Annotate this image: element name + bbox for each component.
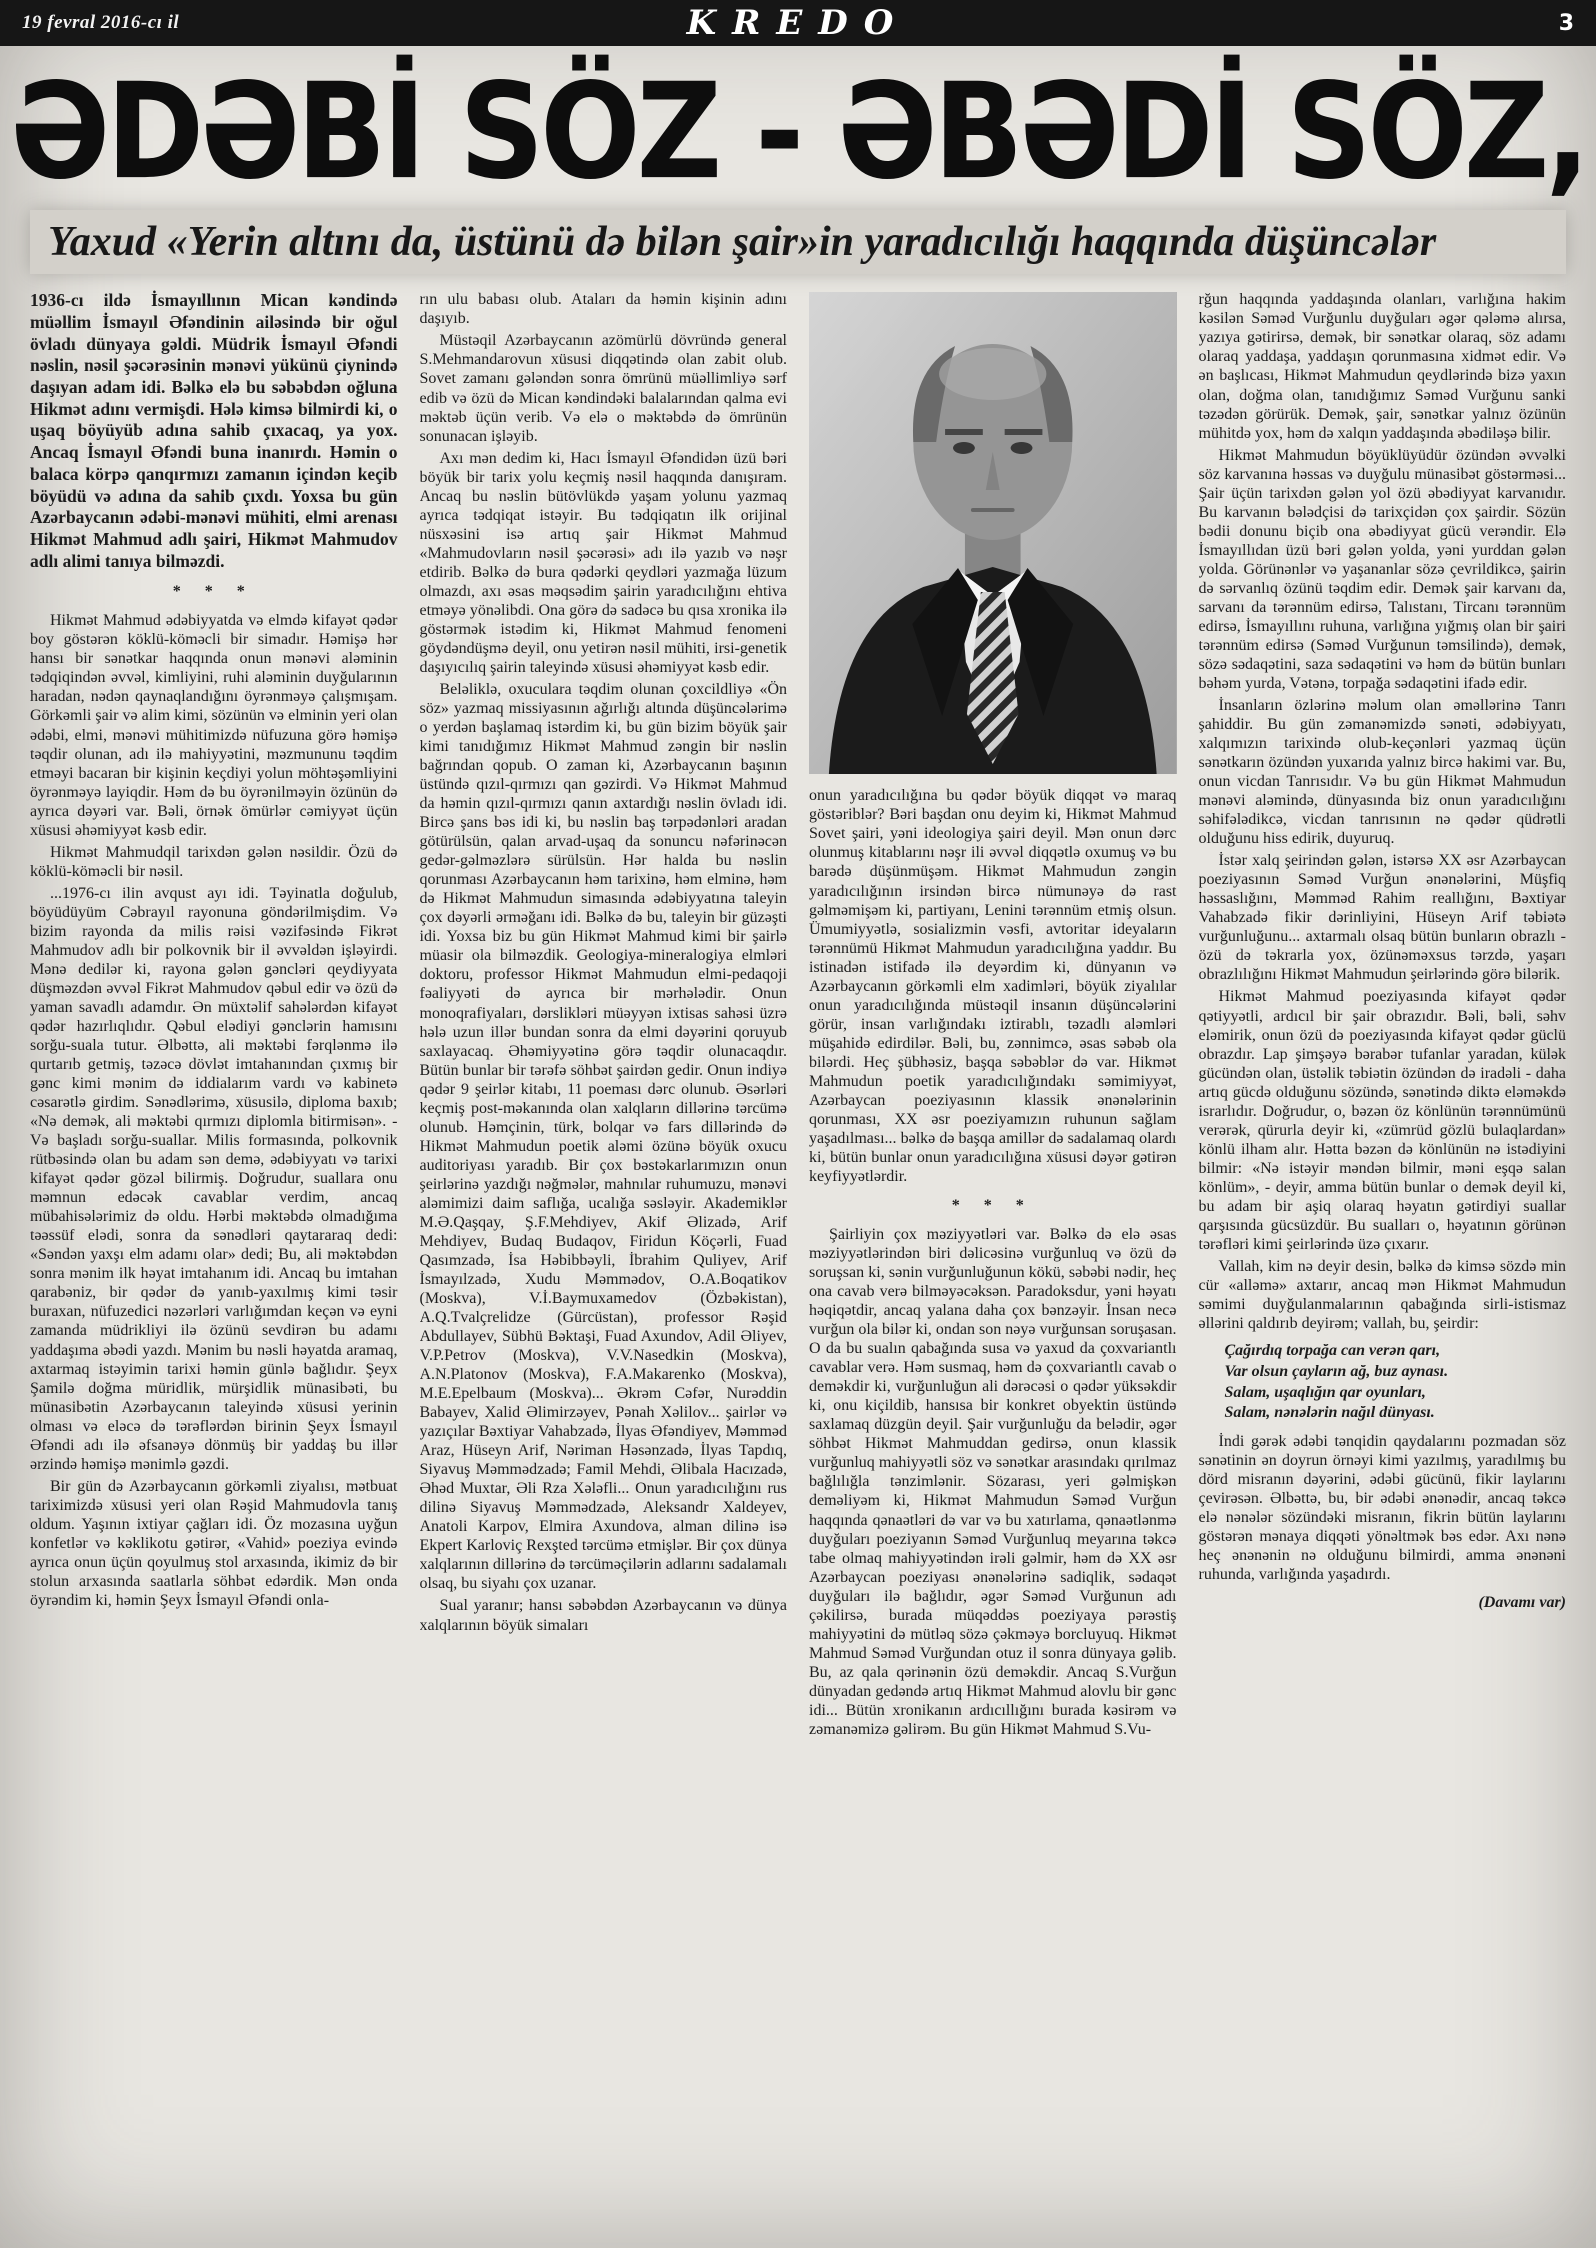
article-paragraph: Vallah, kim nə deyir desin, bəlkə də kimsə sözdə min cür «alləmə» axtarır, ancaq mən Hikmət Mahmudun səmimi duyğulanmalarının qabağında sirli-istismaz əllərini qaldırıb deyirəm; vallah, bu, şeirdir: bbox=[1198, 1257, 1566, 1333]
page-number: 3 bbox=[1558, 10, 1574, 36]
masthead-title: KREDO bbox=[686, 3, 910, 43]
article-paragraph: Hikmət Mahmudun böyüklüyüdür özündən əvvəlki söz karvanına həssas və duyğulu münasibət göstərməsi... Şair üçün tarixdən gələn yol özü əbədiyyat karvanıdır. Bu karvanın bələdçisi də tarixçidən çox şairdir. Sözün bədii donunu biçib ona əbədiyyat gücü verəndir. Elə İsmayıllıdan üzü bəri gələn yolda, yəni yurddan gələn yolda. Görünənlər və yaşananlar sözə çevrildikcə, şairin də sərvanlıq özünü təqdim edir. Demək şair karvanı da, sarvanı da tərənnüm edirsə, Talıstanı, Tircanı tərənnüm edirsə, İsmayıllını ruhuna, varlığına yığmış olan bir şairi tərənnüm edirsə (Səməd Vurğunun təmsilində), demək, sözə sədaqətini, saza sədaqətini və həm də bütün bunları bəhəm yurda, Vətənə, torpağa sədaqətini ifadə edir. bbox=[1198, 446, 1566, 692]
article-paragraph: İstər xalq şeirindən gələn, istərsə XX əsr Azərbaycan poeziyasının Səməd Vurğun ənənələrini, Müşfiq həssaslığını, Məmməd Rahim reallığını, Bəxtiyar Vahabzadə fikir dərinliyini, Hüseyn Arif təbiətə vurğunluğunu... axtarmalı olsaq bütün bunların obrazlı - özü də təkrarla yox, özünəməxsus tərzdə, yaşarı obrazlılığını Hikmət Mahmudun şeirlərində görə bilərik. bbox=[1198, 852, 1566, 984]
article-paragraph: 1936-cı ildə İsmayıllının Mican kəndində müəllim İsmayıl Əfəndinin ailəsində bir oğul övladı dünyaya gəldi. Müdrik İsmayıl Əfəndi nəslin, nəsil şəcərəsinin mənəvi yükünü çiynində daşıyan adam idi. Bəlkə elə bu səbəbdən oğluna Hikmət adını vermişdi. Hələ kimsə bilmirdi ki, o uşaq böyüyüb adına sahib çıxacaq, ya yox. Ancaq İsmayıl Əfəndi buna inanırdı. Həmin o balaca körpə qanqırmızı zamanın içindən keçib böyüdü və adına da sahib çıxdı. Yoxsa bu gün Azərbaycanın ədəbi-mənəvi mühiti, elmi arenası Hikmət Mahmud adlı şairi, Hikmət Mahmudov adlı alimi tanıya bilməzdi. bbox=[30, 290, 398, 571]
article-paragraph: Bir gün də Azərbaycanın görkəmli ziyalısı, mətbuat tariximizdə xüsusi yeri olan Rəşid Mahmudovla tanış oldum. Yaşının ixtiyar çağları idi. Öz mozasına uyğun konfetlər və kəklikotu gətirər, «Vahid» poeziya evində ayrıca onun üçün qoyulmuş stol arxasında, ikimiz də bir stolun arxasında saatlarla söhbət edərdik. Mən onda öyrəndim ki, həmin Şeyx İsmayıl Əfəndi onla- bbox=[30, 1477, 398, 1609]
column-4 bbox=[1199, 290, 1567, 2222]
article-body bbox=[30, 290, 1566, 2222]
portrait-photo bbox=[809, 292, 1177, 774]
column-2 bbox=[420, 290, 788, 2222]
article-paragraph: Hikmət Mahmud ədəbiyyatda və elmdə kifayət qədər boy göstərən köklü-köməcli bir simadır. Həmişə hər hansı bir sənətkar haqqında onun mənəvi aləminin tədqiqindən əvvəl, kimliyini, ruhi aləminin duyğularının haradan, nədən qaynaqlandığını öyrənməyə çalışmışam. Görkəmli şair və alim kimi, sözünün və elminin yeri olan ədəbi, elmi, mənəvi mühitimizdə nüfuzuna görə həmişə təqdir olunan, adı ilə mahiyyətini, məzmununu təqdim etməyi bacaran bir kişinin keçdiyi yolun möhtəşəmliyini öyrənməyə layiqdir. Həm də bu öyrənilməyin özünün də ayrıca dəyəri var. Bəli, örnək ömürlər cəmiyyət üçün xüsusi əhəmiyyət kəsb edir. bbox=[30, 612, 398, 839]
article-paragraph: İnsanların özlərinə məlum olan əməllərinə Tanrı şahiddir. Bu gün zəmanəmizdə sənəti, ədəbiyyatı, xalqımızın tarixində olub-keçənləri yazmaq üçün sənətkarın özündən yuxarıda yalnız bircə hakimi var. Bu, onun vicdan Tanrısıdır. Və bu gün Hikmət Mahmudun mənəvi aləmində, dünyasında biz onun yaradıcılığını səhifələdikcə, vicdan tanrısının nə qədər qüdrətli olduğunu hiss edirik, duyuruq. bbox=[1198, 697, 1566, 848]
article-paragraph: Axı mən dedim ki, Hacı İsmayıl Əfəndidən üzü bəri böyük bir tarix yolu keçmiş nəsil haqqında danışıram. Ancaq bu nəslin bütövlükdə yaşam yolunu yazmaq ayrıca tədqiqat istəyir. Bu tədqiqatın ilk orijinal nüsxəsini isə artıq şair Hikmət Mahmud «Mahmudovların nəsil şəcərəsi» adı ilə yazıb və nəşr etdirib. Bəlkə də bura qədərki qeydləri yazmağa lüzum olmazdı, axı əsas məqsədim şairin yaradıcılığını ehtiva etməyə yönəlibdi. Ona görə də sadəcə bu qısa xronika ilə göstərmək istədim ki, Hikmət Mahmud fenomeni göydəndüşmə deyil, onu yetirən nəsil mühiti, irsi-genetik daşıyıcılıq şairin taleyində xüsusi əhəmiyyət kəsb edir. bbox=[419, 449, 787, 676]
issue-date: 19 fevral 2016-cı il bbox=[22, 12, 180, 33]
article-paragraph: onun yaradıcılığına bu qədər böyük diqqət və maraq göstəriblər? Bəri başdan onu deyim ki, Hikmət Mahmud Sovet şairi, yəni ideologiya şairi deyil. Mən onun dərc olunmuş kitablarını nəşr ili əvvəl diqqətlə oxumuş və bu barədə düşünmüşəm. Hikmət Mahmudun zəngin yaradıcılığının irsindən bircə nümunəyə də rast gəlməmişəm ki, partiyanı, Lenini tərənnüm etmiş olsun. Ümumiyyətlə, sosializmin vəsfi, avtoritar ideyaların tərənnümü Hikmət Mahmudun yaradıcılığına yaddır. Bu istinadən istifadə ilə deyərdim ki, dünyanın və Azərbaycanın görkəmli elm xadimləri, böyük ziyalılar onun yaradıcılığında müstəqil insanın düşüncələrini görür, insan varlığındakı iztirablı, təzadlı aləmləri müşahidə edirdilər. Bəli, bu, zənnimcə, əsas səbəb ola bilərdi. Heç şübhəsiz, başqa səbəblər də var. Hikmət Mahmudun poetik yaradıcılığındakı səmimiyyət, Azərbaycan poeziyasının klassik ənənələrinin qorunması, XX əsr poeziyamızın ruhunun sağlam yaşadılması... bəlkə də başqa amillər də sadalamaq olardı ki, bütün bunlar onun yaradıcılığına xüsusi dəyər gətirən keyfiyyətlərdir. bbox=[809, 787, 1177, 1185]
page-header bbox=[0, 0, 1596, 46]
article-subheadline: Yaxud «Yerin altını da, üstünü də bilən şair»in yaradıcılığı haqqında düşüncələr bbox=[30, 210, 1566, 274]
section-separator: * * * bbox=[951, 1197, 1034, 1215]
article-paragraph: rğun haqqında yaddaşında olanları, varlığına hakim kəsilən Səməd Vurğunlu duyğuları əgər qələmə alırsa, yazıya gətirirsə, demək, bir sənətkar olaraq, söz adamı olaraq yaddaşa, yaddaşın qorunmasına xidmət edir. Və ən başlıcası, Hikmət Mahmudun qeydlərində bizə yaxın olan, doğma olan, tanıdığımız Səməd Vurğunu sanki təzədən görürük. Demək, şair, sənətkar yalnız özünün mühitdə yox, həm də xalqın yaddaşında əbədiləşə bilir. bbox=[1198, 291, 1566, 442]
continuation-note: (Davamı var) bbox=[1478, 1594, 1566, 1612]
poem-verse: Çağırdıq torpağa can verən qarı, Var olsun çayların ağ, buz aynası. Salam, uşaqlığın qar oyunları, Salam, nənələrin nağıl dünyası. bbox=[1224, 1342, 1449, 1422]
column-1 bbox=[30, 290, 398, 2222]
article-paragraph: rın ulu babası olub. Ataları da həmin kişinin adını daşıyıb. bbox=[419, 291, 787, 328]
article-paragraph: Sual yaranır; hansı səbəbdən Azərbaycanın və dünya xalqlarının böyük simaları bbox=[419, 1597, 787, 1634]
article-paragraph: ...1976-cı ilin avqust ayı idi. Təyinatla doğulub, böyüdüyüm Cəbrayıl rayonuna göndərilmişdim. Və bizim rayonda da milis rəisi vəzifəsində Fikrət Mahmudov adlı bir polkovnik bir il əvvəldən işləyirdi. Mənə dedilər ki, rayona gələn gəncləri qeydiyyata düşməzdən əvvəl Fikrət Mahmudov qəbul edir və özü də yaman savadlı adamdır. Ən müxtəlif sahələrdən kifayət qədər hazırlıqlıdır. Qəbul elədiyi gənclərin hamısını sorğu-suala tutur. Əlbəttə, ali məktəbi fərqlənmə ilə qurtarıb getmiş, təzəcə dövlət imtahanından çıxmış bir gənc kimi mənim də iddialarım vardı və kabinetə cəsarətlə girdim. Sənədlərimə, xüsusilə, diploma baxıb; «Nə demək, ali məktəbi qırmızı diplomla bitirmisən». - Və başladı sorğu-suallar. Milis formasında, polkovnik rütbəsində olan bu adam sən demə, ədəbiyyatı və tarixi kifayət qədər gözəl bilirmiş. Doğrudur, suallara onu məmnun edəcək cavablar verdim, ancaq mübahisələrimiz də oldu. Hərbi məktəbdə olmadığıma təəssüf elədi, sonra da sənədləri qaytararaq dedi: «Səndən yaxşı elm adamı olar» dedi; Bu, ali məktəbdən sonra mənim ilk həyat imtahanım idi. Ancaq bu imtahan qarabəniz, bir qədər də yanıb-yaxılmış kimi təsir buraxan, nüfuzedici nəzərləri varlığımdan keçən və eyni zamanda müdrikliyi ilə özünü sevdirən bu adamı yaddaşıma əbədi yazdı. Mənim bu nəsli həyatda aramaq, axtarmaq istəyimin tarixi həmin günlə bağlıdır. Şeyx Şamilə doğma müridlik, mürşidlik münasibəti, bu münasibətin Azərbaycanın taleyində xüsusi yerinin olması və eləcə də tərəflərdən birinin Şeyx İsmayıl Əfəndi adı ilə əfsanəyə dönmüş bir yaddaş bu illər ərzində həmişə mənimlə gəzdi. bbox=[30, 884, 398, 1473]
article-paragraph: İndi gərək ədəbi tənqidin qaydalarını pozmadan söz sənətinin ən doyrun örnəyi kimi yazılmış, yaradılmış bu dörd misranın dəyərini, ədəbi gücünü, fikir laylarını çevirəsən. Əlbəttə, bu, bir ədəbi ənənədir, ancaq təkcə elə nənələr sözündəki misranın, fikrin bütün laylarını göstərən mənaya diqqəti yönəltmək bəs edər. Axı nənə heç ənənənin nə olduğunu bilmirdi, amma ənənəni ruhunda, varlığında yaşadırdı. bbox=[1198, 1433, 1566, 1584]
article-headline: ƏDƏBİ SÖZ - ƏBƏDİ SÖZ, bbox=[10, 53, 1587, 209]
article-paragraph: Şairliyin çox məziyyətləri var. Bəlkə də elə əsas məziyyətlərindən biri dəlicəsinə vurğunluq və özü də soruşsan ki, sənin vurğunluğunun kökü, səbəbi nədir, heç ona cavab verə bilməyəcəksən. Paradoksdur, yəni həyatı həqiqətdir, ancaq yalana daha çox bənzəyir. İnsan necə vurğun ola bilər ki, ondan son nəyə vurğunsan soruşasan. O da bu sualın qabağında susa və yaxud da çoxvariantlı cavablar verə. Həm susmaq, həm də çoxvariantlı cavab o deməkdir ki, vurğunluğun ali dərəcəsi o qədər yüksəkdir ki, onu kiçildib, hansısa bir konkret obyektin üstündə saxlamaq düzgün deyil. Şair vurğunluğu da belədir, əgər söhbət Hikmət Mahmuddan gedirsə, onun klassik vurğunluq mahiyyətli söz və sənətkar arasındakı qırılmaz bağlılığla tənzimlənir. Sözarası, yeri gəlmişkən deməliyəm ki, Hikmət Mahmudun Səməd Vurğun haqqında qənaətləri də var və bu xatırlama, qənaətlənmə duyğuları poeziyanın Səməd Vurğunluq meyarına təkcə tabe olmaq mahiyyətindən irəli gəlmir, həm də XX əsr Azərbaycan poeziyası ənənələrinə sadiqlik, sədaqət duyğuları ilə bağlıdır, əgər Səməd Vurğunun adı çəkilirsə, burada müqəddəs poeziyaya pərəstiş mahiyyətini də mütləq sözə çəkməyə borcluyuq. Hikmət Mahmud Səməd Vurğundan otuz il sonra dünyaya gəlib. Bu, az qala qərinənin özü deməkdir. Ancaq S.Vurğun dünyadan gedəndə artıq Hikmət Mahmud alovlu bir gənc idi... Bütün xronikanın ardıcıllığını burada kəsirəm və zəmanəmizə gəlirəm. Bu gün Hikmət Mahmud S.Vu- bbox=[809, 1226, 1177, 1738]
article-paragraph: Hikmət Mahmud poeziyasında kifayət qədər qətiyyətli, ardıcıl bir şair obrazıdır. Bəli, bəli, səhv eləmirik, onun özü də poeziyasında kifayət qədər güclü obrazdır. Lap şimşəyə bərabər tufanlar yaradan, külək gücündən olan, üstəlik təbiətin özündən də iradəli - daha artıq gücdə olduğunu sözündə, sənətində diktə eləməkdə israrlıdır. Doğrudur, o, bəzən öz könlünün tərənnümünü verərək, qürurla deyir ki, «zümrüd gözlü bulaqlardan» könlü ilham alır. Hətta bəzən də könlünün nə istədiyini bilmir: «Nə istəyir məndən bilmir, məni eşqə salan könlüm», - deyir, amma bütün bunlar o demək deyil ki, bu adam bir aşiq olaraq həyatın gətirdiyi suallar qarşısında gücsüzdür. Bu sualları o, həyatının görünən tərəfləri kimi şeirlərində üzə çıxarır. bbox=[1198, 988, 1566, 1253]
section-separator: * * * bbox=[172, 583, 255, 601]
column-3 bbox=[809, 290, 1177, 2222]
article-paragraph: Beləliklə, oxuculara təqdim olunan çoxcildliyə «Ön söz» yazmaq missiyasının ağırlığı altında düşüncələrimə o yerdən başlamaq istərdim ki, bu gün bizim böyük şair kimi tanıdığımız Hikmət Mahmud zəngin bir nəslin bağrından qopub. O zaman ki, Azərbaycanın başının üstündə qızıl-qırmızı qan gəzirdi. Və Hikmət Mahmud da həmin qızıl-qırmızı qanın axtardığı nəslin övladı idi. Bircə şans bəs idi ki, bu nəslin baş tərpədənləri aradan götürülsün, qalan arvad-uşaq da sonuncu nəfərinəcən gedər-gəlməzlərə sürülsün. Hər halda bu nəslin qorunması Azərbaycanın həm tarixinə, həm elminə, həm də Hikmət Mahmudun simasında ədəbiyyatına taleyin çox dəyərli ərməğanı idi. Bəlkə də bu, taleyin bir güzəşti idi. Yoxsa biz bu gün Hikmət Mahmud kimi bir şairlə müasir ola bilməzdik. Geologiya-mineralogiya elmləri doktoru, professor Hikmət Mahmudun elmi-pedaqoji fəaliyyəti də ayrıca bir mərhələdir. Onun monoqrafiyaları, dərslikləri müəyyən ixtisas sahəsi üzrə hələ uzun illər bundan sonra da elmi dəyərini qoruyub saxlayacaq. Əhəmiyyətinə görə təqdir olunacaqdır. Bütün bunlar bir tərəfə söhbət şairdən gedir. Onun indiyə qədər 9 şeirlər kitabı, 11 poeması dərc olunub. Əsərləri keçmiş post-məkanında olan xalqların dillərinə tərcümə olunub. Həmçinin, türk, bolqar və fars dillərində də Hikmət Mahmudun poetik aləmi özünə böyük oxucu auditoriyası yaradıb. Bir çox bəstəkarlarımızın onun şeirlərinə yazdığı nəğmələr, mahnılar ruhumuzu, mənəvi aləmimizi daim saflığa, ucalığa səsləyir. Akademiklər M.Ə.Qaşqay, Ş.F.Mehdiyev, Akif Əlizadə, Arif Mehdiyev, Budaq Budaqov, Firidun Köçərli, Fuad Qasımzadə, İsa Həbibbəyli, İbrahim Quliyev, Arif İsmayılzadə, Xudu Məmmədov, O.A.Boqatikov (Moskva), V.İ.Baymuxamedov (Özbəkistan), A.Q.Tvalçrelidze (Gürcüstan), professor Rəşid Abdullayev, Sübhü Bəktaşi, Fuad Axundov, Adil Əliyev, V.P.Petrov (Moskva), V.V.Nasedkin (Moskva), A.N.Platonov (Moskva), F.A.Makarenko (Moskva), M.E.Epelbaum (Moskva)... Əkrəm Cəfər, Nurəddin Babayev, Xalid Əlimirzəyev, Pənah Xəlilov... şairlər və yazıçılar Bəxtiyar Vahabzadə, İlyas Əfəndiyev, Məmməd Araz, Hüseyn Arif, Nəriman Həsənzadə, İlyas Tapdıq, Siyavuş Məmmədzadə; Famil Mehdi, Əlibala Hacızadə, Əhəd Muxtar, Əli Rza Xələfli... Onun yaradıcılığını rus dilinə Siyavuş Məmmədzadə, Aleksandr Xaldeyev, Anatoli Karpov, Elmira Axundova, alman dilinə isə Ekpert Karloviç Rexşted tərcümə etmişlər. Bir çox dünya xalqlarının dillərinə də tərcüməçilərin adlarını sadalamalı olsaq, bu siyahı çox uzanar. bbox=[419, 680, 787, 1593]
article-paragraph: Hikmət Mahmudqil tarixdən gələn nəsildir. Özü də köklü-köməcli bir nəsil. bbox=[30, 843, 398, 880]
portrait-illustration bbox=[809, 292, 1177, 774]
column-3-text bbox=[809, 786, 1177, 1739]
article-paragraph: Müstəqil Azərbaycanın azömürlü dövründə general S.Mehmandarovun xüsusi diqqətində olan zabit olub. Sovet zamanı gələndən sonra ömrünü müəllimliyə sərf edib və özü də Mican kəndindəki balalarından qalma evi məktəb üçün verib. Və elə o məktəbdə də ömrünün sonunacan işləyib. bbox=[419, 332, 787, 445]
